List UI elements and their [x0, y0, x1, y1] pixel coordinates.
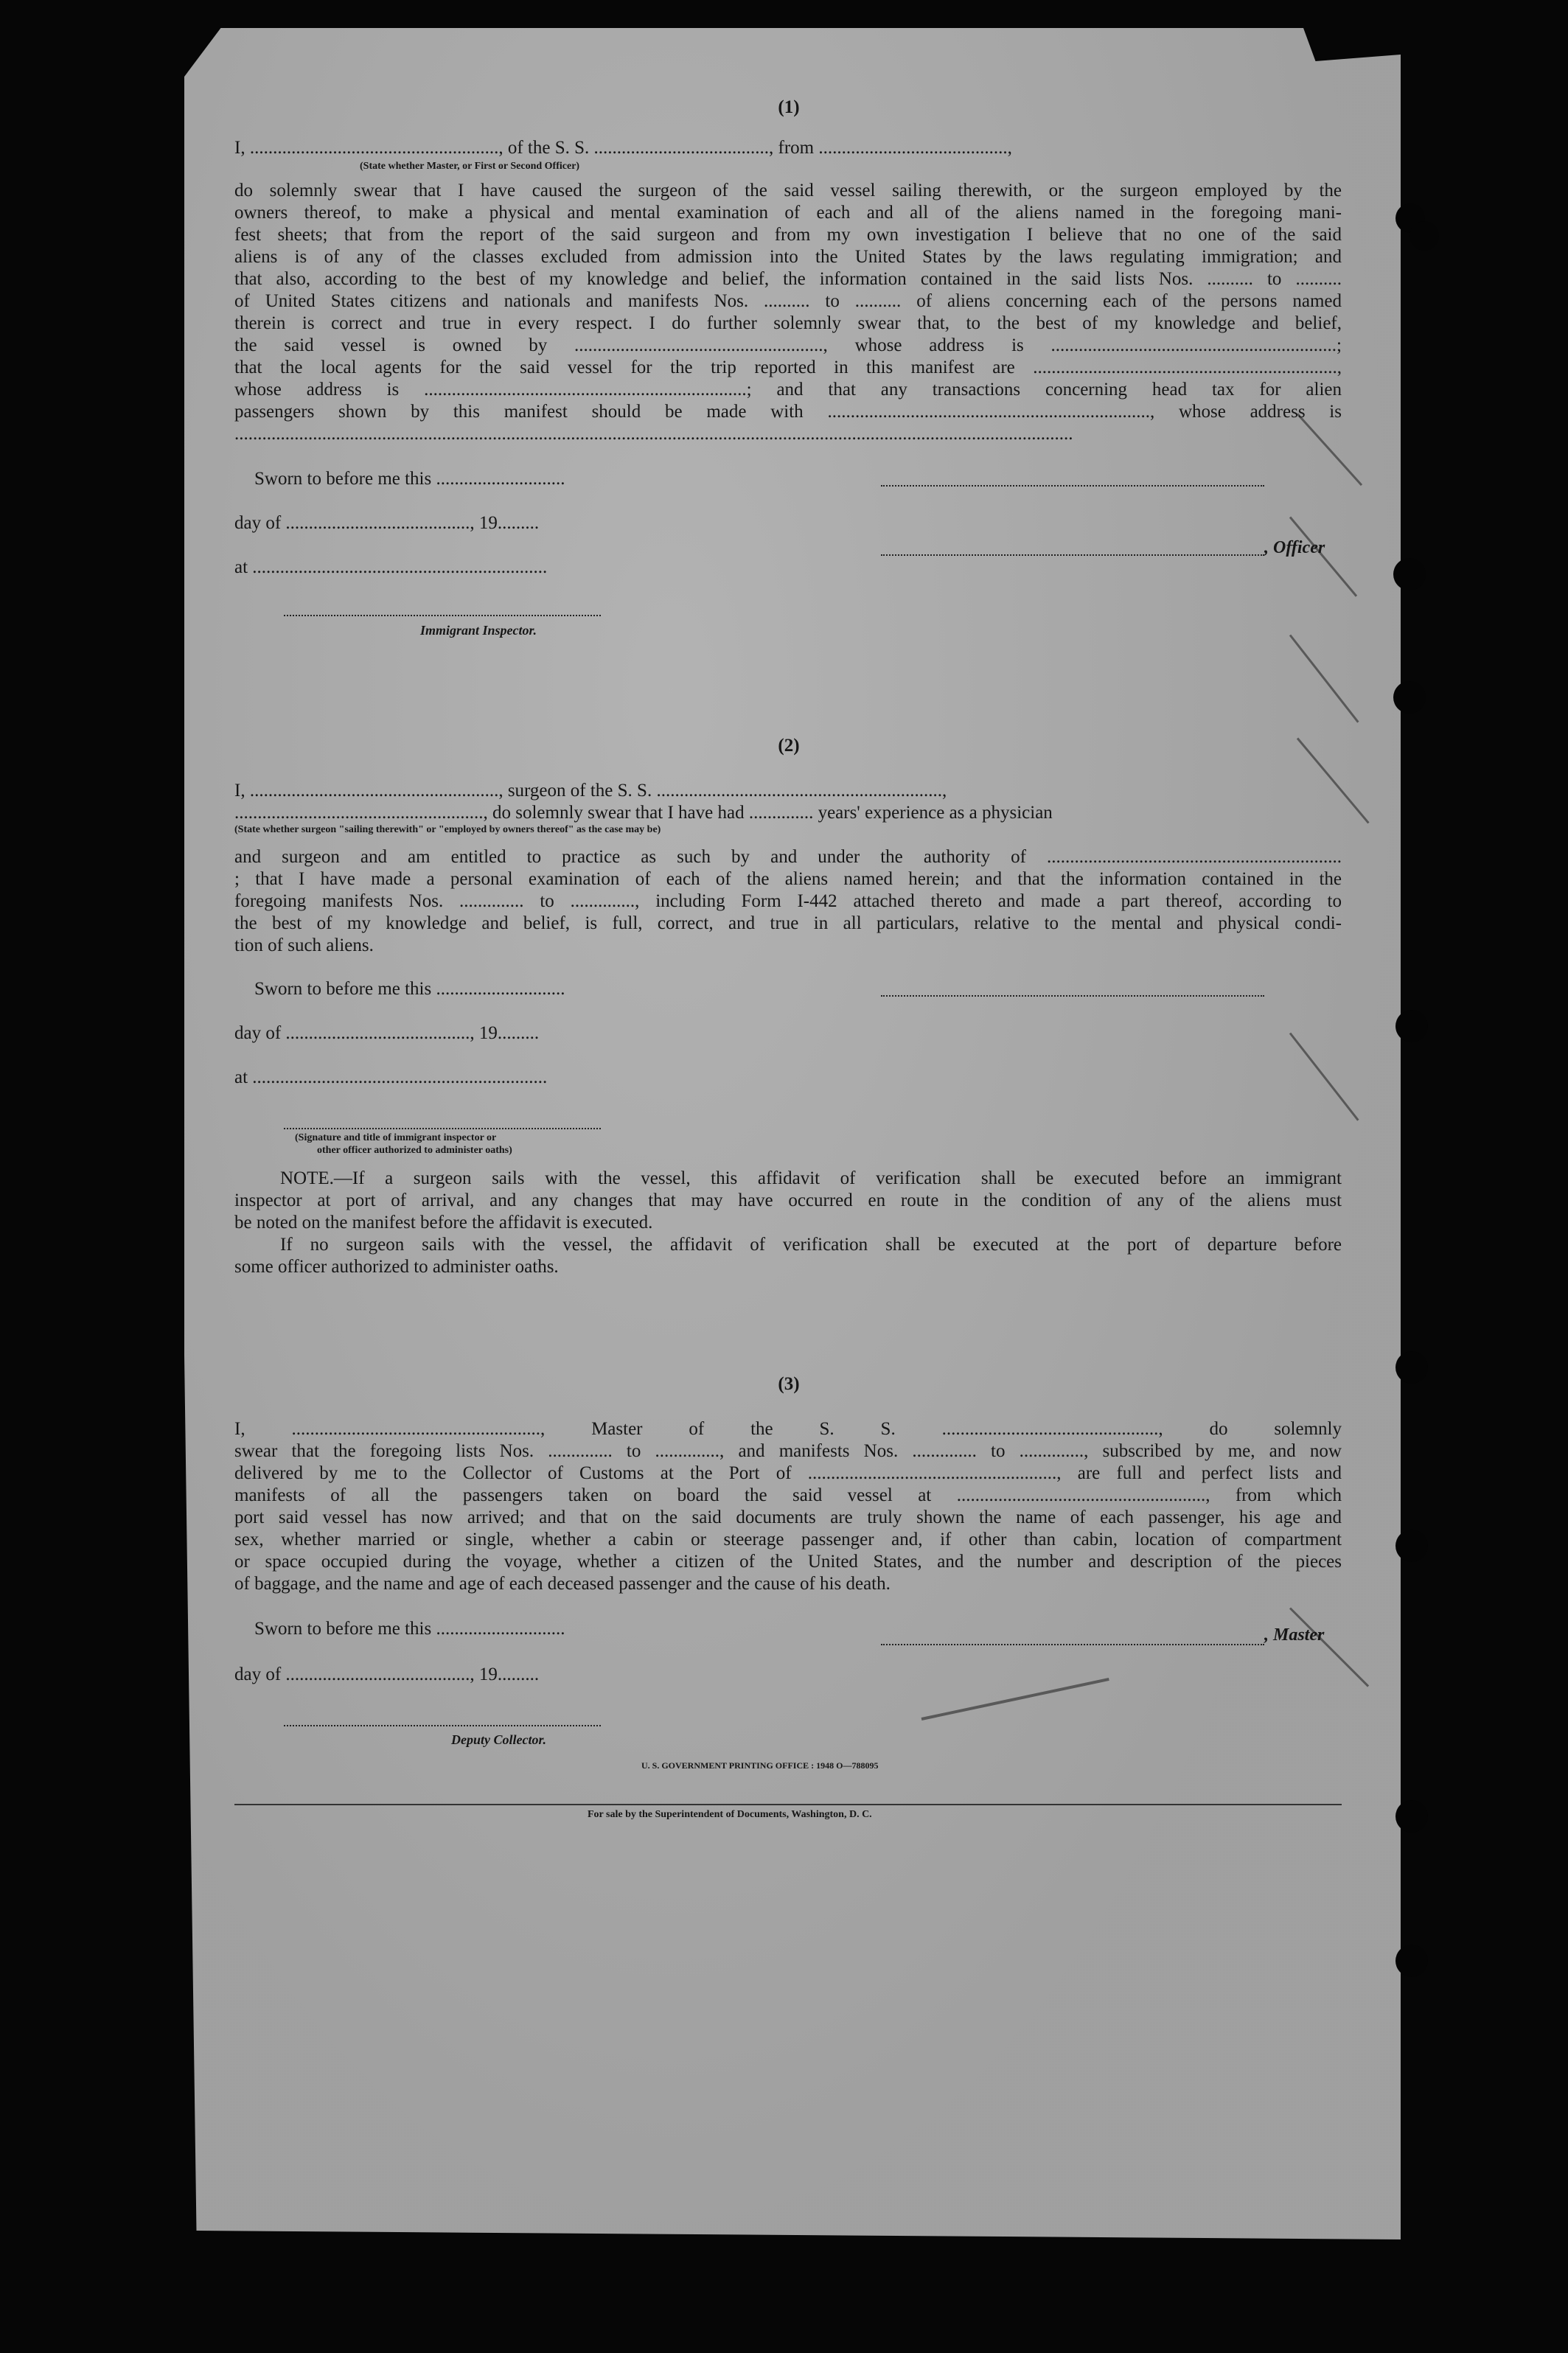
punch-hole: [1393, 681, 1426, 714]
punch-hole: [1395, 1800, 1428, 1833]
section2-second-line: ......................................................, do solemnly swear that I have had .............. years' experience as a physician: [234, 803, 1053, 823]
section2-sig-caption: other officer authorized to administer oaths): [317, 1145, 512, 1156]
section2-line: ; that I have made a personal examination of each of the aliens named herein; and that the information contained in the: [234, 869, 1342, 889]
section1-line: the said vessel is owned by ......................................................, whose address is ..............................................................;: [234, 335, 1342, 355]
section1-line: fest sheets; that from the report of the said surgeon and from my own investigation I believe that no one of the said: [234, 225, 1342, 245]
note-line: some officer authorized to administer oaths.: [234, 1257, 559, 1277]
section1-heading: (1): [778, 97, 800, 117]
punch-hole: [1395, 1010, 1428, 1042]
footer-rule: [234, 1804, 1342, 1805]
section2-line: tion of such aliens.: [234, 935, 374, 955]
punch-hole: [1395, 1351, 1428, 1384]
master-title: , Master: [1264, 1625, 1325, 1645]
inspector-title: Immigrant Inspector.: [420, 623, 537, 638]
punch-hole: [1393, 558, 1426, 590]
section2-inspector-signature-line: [284, 1126, 601, 1129]
section1-line: that also, according to the best of my knowledge and belief, the information contained in the said lists Nos. .......... to ..........: [234, 269, 1342, 289]
section1-line: owners thereof, to make a physical and mental examination of each and all of the aliens named in the foregoing mani-: [234, 203, 1342, 223]
punch-hole: [1395, 1945, 1428, 1977]
punch-hole: [1395, 1530, 1428, 1562]
section3-line: sex, whether married or single, whether a cabin or steerage passenger and, if other than cabin, location of compartment: [234, 1530, 1342, 1550]
section1-line: that the local agents for the said vessel for the trip reported in this manifest are ..................................................................,: [234, 358, 1342, 377]
printing-office-line: U. S. GOVERNMENT PRINTING OFFICE : 1948 O—788095: [641, 1760, 879, 1771]
section2-day: day of ........................................, 19.........: [234, 1023, 540, 1043]
section1-sworn: Sworn to before me this ............................: [254, 469, 565, 489]
section1-line: therein is correct and true in every respect. I do further solemnly swear that, to the best of my knowledge and belief,: [234, 313, 1342, 333]
section2-line: and surgeon and am entitled to practice as such by and under the authority of ................................................................: [234, 847, 1342, 867]
punch-hole: [1410, 221, 1439, 251]
note-line: be noted on the manifest before the affidavit is executed.: [234, 1213, 653, 1233]
section2-sworn: Sworn to before me this ............................: [254, 979, 565, 999]
section3-line: delivered by me to the Collector of Customs at the Port of ......................................................, are full and perfect lists and: [234, 1463, 1342, 1483]
section3-day: day of ........................................, 19.........: [234, 1664, 540, 1684]
section3-heading: (3): [778, 1374, 800, 1394]
section1-line: aliens is of any of the classes excluded from admission into the United States by the laws regulating immigration; and: [234, 247, 1342, 267]
section2-at: at ................................................................: [234, 1067, 548, 1087]
section1-line: passengers shown by this manifest should be made with ......................................................................, whose address is: [234, 402, 1342, 422]
section2-heading: (2): [778, 736, 800, 756]
section1-signature-line: [881, 484, 1264, 487]
master-signature-line: [881, 1642, 1264, 1645]
collector-signature-line: [284, 1723, 601, 1726]
inspector-signature-line: [284, 613, 601, 616]
note-line: NOTE.—If a surgeon sails with the vessel, this affidavit of verification shall be executed before an immigrant: [280, 1168, 1342, 1188]
note-line: If no surgeon sails with the vessel, the affidavit of verification shall be executed at the port of departure before: [280, 1235, 1342, 1255]
section2-line: foregoing manifests Nos. .............. to .............., including Form I-442 attached thereto and made a part thereof, according to: [234, 891, 1342, 911]
officer-signature-line: [881, 553, 1264, 556]
section2-caption: (State whether surgeon "sailing therewith" or "employed by owners thereof" as the case may be): [234, 824, 661, 835]
section1-line: of United States citizens and nationals and manifests Nos. .......... to .......... of aliens concerning each of the persons named: [234, 291, 1342, 311]
note-line: inspector at port of arrival, and any changes that may have occurred en route in the condition of any of the aliens must: [234, 1191, 1342, 1210]
section1-day: day of ........................................, 19.........: [234, 513, 540, 533]
section1-line: ......................................................................................................................................................................................: [234, 424, 1073, 444]
section1-line: do solemnly swear that I have caused the surgeon of the said vessel sailing therewith, or the surgeon employed by the: [234, 181, 1342, 201]
section3-line: or space occupied during the voyage, whether a citizen of the United States, and the number and description of the pieces: [234, 1552, 1342, 1572]
section3-line: swear that the foregoing lists Nos. .............. to .............., and manifests Nos. .............. to .............., subscribed by me, and now: [234, 1441, 1342, 1461]
officer-title: , Officer: [1264, 538, 1325, 557]
section2-sig-caption: (Signature and title of immigrant inspector or: [295, 1132, 497, 1143]
collector-title: Deputy Collector.: [451, 1732, 546, 1747]
surgeon-signature-line: [881, 994, 1264, 997]
for-sale-line: For sale by the Superintendent of Documents, Washington, D. C.: [588, 1809, 872, 1820]
section2-line: the best of my knowledge and belief, is full, correct, and true in all particulars, relative to the mental and physical condi-: [234, 913, 1342, 933]
section1-at: at ................................................................: [234, 557, 548, 577]
section1-first-line: I, ......................................................, of the S. S. ......................................, from .........................................,: [234, 138, 1012, 158]
section3-line: manifests of all the passengers taken on board the said vessel at ......................................................, from which: [234, 1485, 1342, 1505]
section2-first-line: I, ......................................................, surgeon of the S. S. ..............................................................,: [234, 781, 947, 801]
section1-caption: (State whether Master, or First or Second Officer): [360, 161, 580, 172]
section3-line: of baggage, and the name and age of each deceased passenger and the cause of his death.: [234, 1574, 891, 1594]
section3-line: I, ......................................................, Master of the S. S. ..............................................., do solemnly: [234, 1419, 1342, 1439]
section3-line: port said vessel has now arrived; and that on the said documents are truly shown the name of each passenger, his age and: [234, 1507, 1342, 1527]
section1-line: whose address is ......................................................................; and that any transactions concerning head tax for alien: [234, 380, 1342, 400]
section3-sworn: Sworn to before me this ............................: [254, 1619, 565, 1639]
